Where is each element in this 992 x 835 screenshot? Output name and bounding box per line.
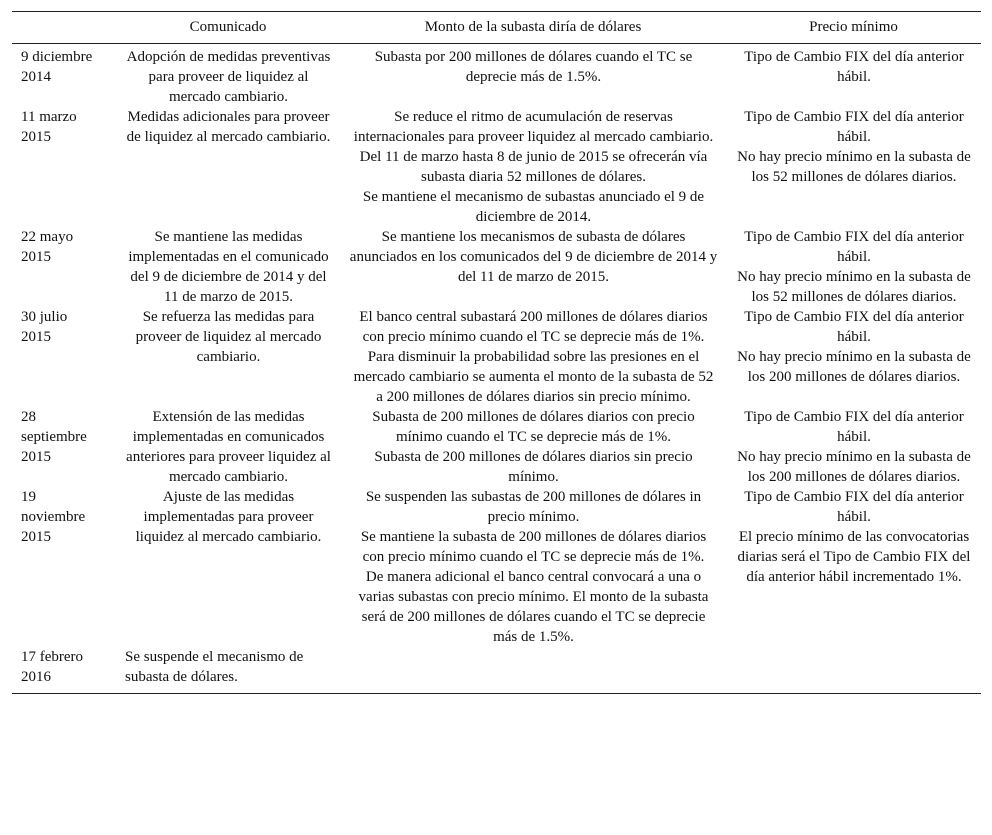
row-precio bbox=[726, 487, 981, 647]
monto-line: El banco central subastará 200 millones de dólares diarios con precio mínimo cuando el TC se deprecie más de 1%. bbox=[359, 309, 708, 345]
row-date bbox=[12, 44, 116, 108]
precio-line: No hay precio mínimo en la subasta de los 52 millones de dólares diarios. bbox=[737, 149, 971, 185]
row-date bbox=[12, 487, 116, 647]
row-precio bbox=[726, 307, 981, 407]
header-date bbox=[12, 12, 116, 44]
date-text: 17 febrero 2016 bbox=[21, 649, 84, 685]
row-date bbox=[12, 407, 116, 487]
row-precio bbox=[726, 227, 981, 307]
row-comunicado: Medidas adicionales para proveer de liquidez al mercado cambiario. bbox=[126, 109, 331, 145]
monto-line: Subasta de 200 millones de dólares diarios sin precio mínimo. bbox=[374, 449, 693, 485]
monto-line: De manera adicional el banco central convocará a una o varias subastas con precio mínimo. El monto de la subasta será de 200 millones de dólares cuando el TC se deprecie más de 1.5%. bbox=[358, 569, 709, 645]
monto-line: Se suspenden las subastas de 200 millones de dólares in precio mínimo. bbox=[365, 489, 702, 525]
row-date bbox=[12, 307, 116, 407]
row-comunicado: Extensión de las medidas implementadas en comunicados anteriores para proveer liquidez al mercado cambiario. bbox=[126, 409, 331, 485]
row-comunicado: Ajuste de las medidas implementadas para proveer liquidez al mercado cambiario. bbox=[135, 489, 322, 545]
precio-line: No hay precio mínimo en la subasta de los 52 millones de dólares diarios. bbox=[737, 269, 971, 305]
precio-line: Tipo de Cambio FIX del día anterior hábil. bbox=[744, 489, 964, 525]
auction-measures-table bbox=[12, 11, 981, 694]
table-row bbox=[12, 307, 981, 407]
precio-line: Tipo de Cambio FIX del día anterior hábil. bbox=[744, 49, 964, 85]
date-text: 11 marzo 2015 bbox=[21, 109, 77, 145]
row-precio bbox=[726, 647, 981, 694]
precio-line: No hay precio mínimo en la subasta de los 200 millones de dólares diarios. bbox=[737, 349, 971, 385]
date-text: 28 septiembre 2015 bbox=[21, 409, 87, 465]
table-row bbox=[12, 44, 981, 108]
precio-line: El precio mínimo de las convocatorias diarias será el Tipo de Cambio FIX del día anterior hábil incrementado 1%. bbox=[737, 529, 971, 585]
row-monto bbox=[340, 487, 726, 647]
date-text: 30 julio 2015 bbox=[21, 309, 68, 345]
precio-line: Tipo de Cambio FIX del día anterior hábil. bbox=[744, 229, 964, 265]
table-row bbox=[12, 647, 981, 694]
row-comunicado: Se refuerza las medidas para proveer de liquidez al mercado cambiario. bbox=[135, 309, 322, 365]
monto-line: Se reduce el ritmo de acumulación de reservas internacionales para proveer liquidez al mercado cambiario. bbox=[353, 109, 714, 145]
row-precio bbox=[726, 107, 981, 227]
row-monto bbox=[340, 227, 726, 307]
row-precio bbox=[726, 44, 981, 108]
row-date bbox=[12, 107, 116, 227]
monto-line: Subasta por 200 millones de dólares cuando el TC se deprecie más de 1.5%. bbox=[374, 49, 693, 85]
row-monto bbox=[340, 44, 726, 108]
monto-line: Para disminuir la probabilidad sobre las presiones en el mercado cambiario se aumenta el monto de la subasta de 52 a 200 millones de dólares diarios sin precio mínimo. bbox=[353, 349, 714, 405]
row-comunicado: Adopción de medidas preventivas para proveer de liquidez al mercado cambiario. bbox=[126, 49, 331, 105]
auction-measures-table-container bbox=[12, 11, 981, 694]
header-precio-minimo: Precio mínimo bbox=[726, 12, 981, 44]
monto-line: Del 11 de marzo hasta 8 de junio de 2015 se ofrecerán vía subasta diaria 52 millones de dólares. bbox=[359, 149, 708, 185]
monto-line: Se mantiene la subasta de 200 millones de dólares diarios con precio mínimo cuando el TC se deprecie más de 1%. bbox=[360, 529, 707, 565]
date-text: 22 mayo 2015 bbox=[21, 229, 74, 265]
table-header-row bbox=[12, 12, 981, 44]
row-comunicado: Se mantiene las medidas implementadas en el comunicado del 9 de diciembre de 2014 y del 11 de marzo de 2015. bbox=[128, 229, 329, 305]
precio-line: Tipo de Cambio FIX del día anterior hábil. bbox=[744, 409, 964, 445]
date-text: 19 noviembre 2015 bbox=[21, 489, 86, 545]
table-row bbox=[12, 487, 981, 647]
precio-line: Tipo de Cambio FIX del día anterior hábil. bbox=[744, 109, 964, 145]
row-monto bbox=[340, 307, 726, 407]
row-precio bbox=[726, 407, 981, 487]
monto-line: Se mantiene los mecanismos de subasta de dólares anunciados en los comunicados del 9 de diciembre de 2014 y del 11 de marzo de 2015. bbox=[349, 229, 718, 285]
date-text: 9 diciembre 2014 bbox=[21, 49, 93, 85]
row-date bbox=[12, 227, 116, 307]
row-monto bbox=[340, 407, 726, 487]
table-row bbox=[12, 227, 981, 307]
monto-line: Subasta de 200 millones de dólares diarios con precio mínimo cuando el TC se deprecie más de 1%. bbox=[372, 409, 695, 445]
row-monto bbox=[340, 107, 726, 227]
table-row bbox=[12, 107, 981, 227]
precio-line: No hay precio mínimo en la subasta de los 200 millones de dólares diarios. bbox=[737, 449, 971, 485]
table-row bbox=[12, 407, 981, 487]
monto-line: Se mantiene el mecanismo de subastas anunciado el 9 de diciembre de 2014. bbox=[362, 189, 705, 225]
row-date bbox=[12, 647, 116, 694]
header-monto: Monto de la subasta diría de dólares bbox=[340, 12, 726, 44]
header-comunicado: Comunicado bbox=[116, 12, 340, 44]
precio-line: Tipo de Cambio FIX del día anterior hábil. bbox=[744, 309, 964, 345]
row-comunicado: Se suspende el mecanismo de subasta de dólares. bbox=[116, 647, 340, 694]
row-monto bbox=[340, 647, 726, 694]
